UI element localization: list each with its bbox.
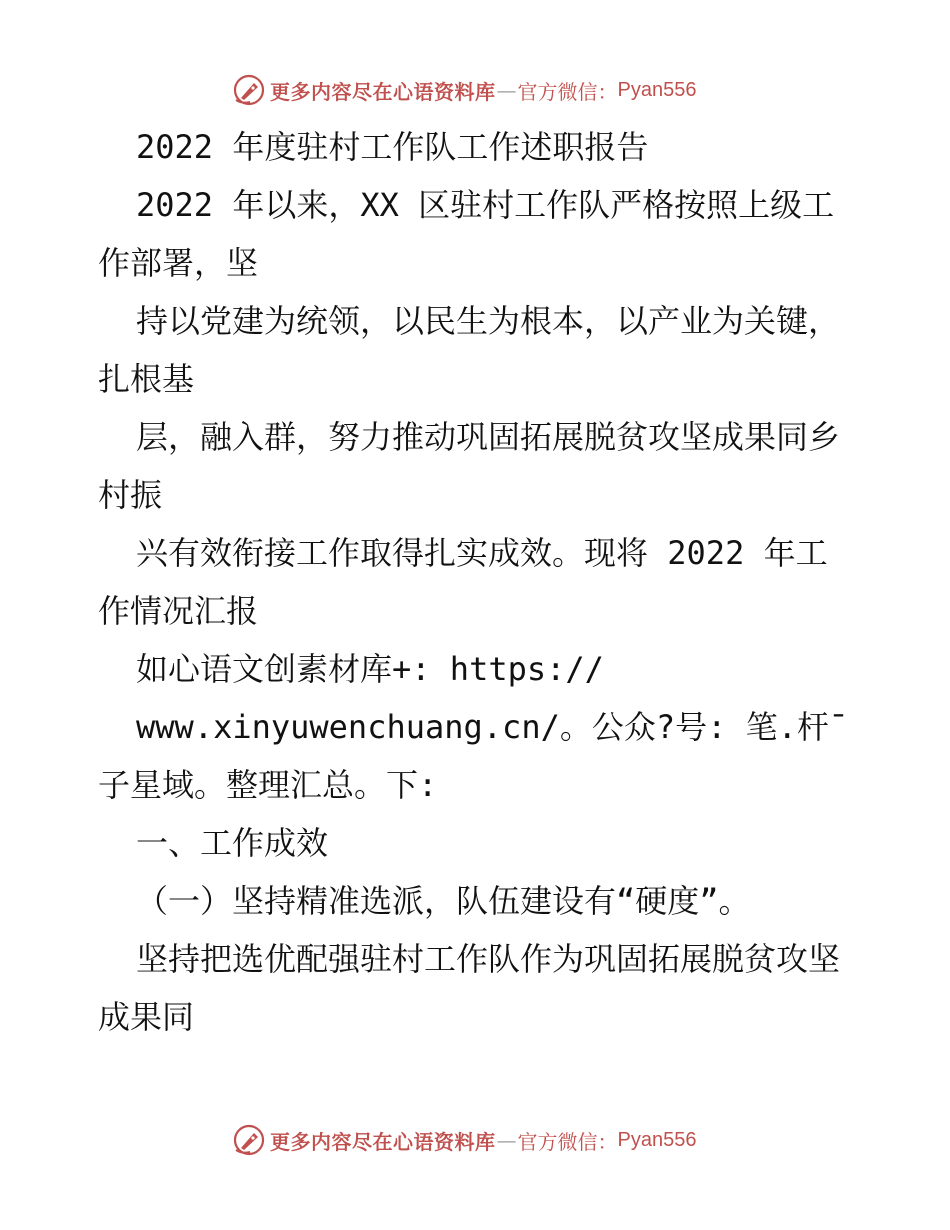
header-watermark-banner — [232, 70, 696, 110]
banner-wechat-label: 官方微信： — [517, 79, 618, 104]
subsection-heading: （一）坚持精准选派，队伍建设有“硬度”。 — [136, 882, 751, 920]
banner-wechat-id: Pyan556 — [617, 1128, 697, 1151]
paragraph: 坚持把选优配强驻村工作队作为巩固拓展脱贫攻坚成果同 — [98, 940, 841, 1036]
banner-dash: — — [496, 1128, 517, 1152]
banner-wechat-id: Pyan556 — [617, 78, 697, 101]
paragraph: 持以党建为统领，以民生为根本，以产业为关键，扎根基 — [98, 302, 841, 398]
pen-nib-logo-icon — [232, 1123, 266, 1157]
banner-wechat-label: 官方微信： — [517, 1129, 618, 1154]
paragraph: 2022 年以来，XX 区驻村工作队严格按照上级工作部署，坚 — [98, 186, 835, 282]
document-title: 2022 年度驻村工作队工作述职报告 — [136, 128, 649, 166]
paragraph: 兴有效衔接工作取得扎实成效。现将 2022 年工作情况汇报 — [98, 534, 828, 630]
paragraph: www.xinyuwenchuang.cn/。公众?号: 笔.杆¯子星域。整理汇总。下: — [98, 708, 849, 804]
document-body — [98, 118, 858, 1046]
paragraph: 层，融入群，努力推动巩固拓展脱贫攻坚成果同乡村振 — [98, 418, 841, 514]
paragraph: 如心语文创素材库+: https:// — [136, 650, 604, 688]
footer-watermark-banner — [232, 1120, 696, 1160]
banner-dash: — — [496, 78, 517, 102]
pen-nib-logo-icon — [232, 73, 266, 107]
section-heading: 一、工作成效 — [136, 824, 329, 862]
banner-title: 更多内容尽在心语资料库 — [270, 1129, 496, 1154]
banner-title: 更多内容尽在心语资料库 — [270, 79, 496, 104]
